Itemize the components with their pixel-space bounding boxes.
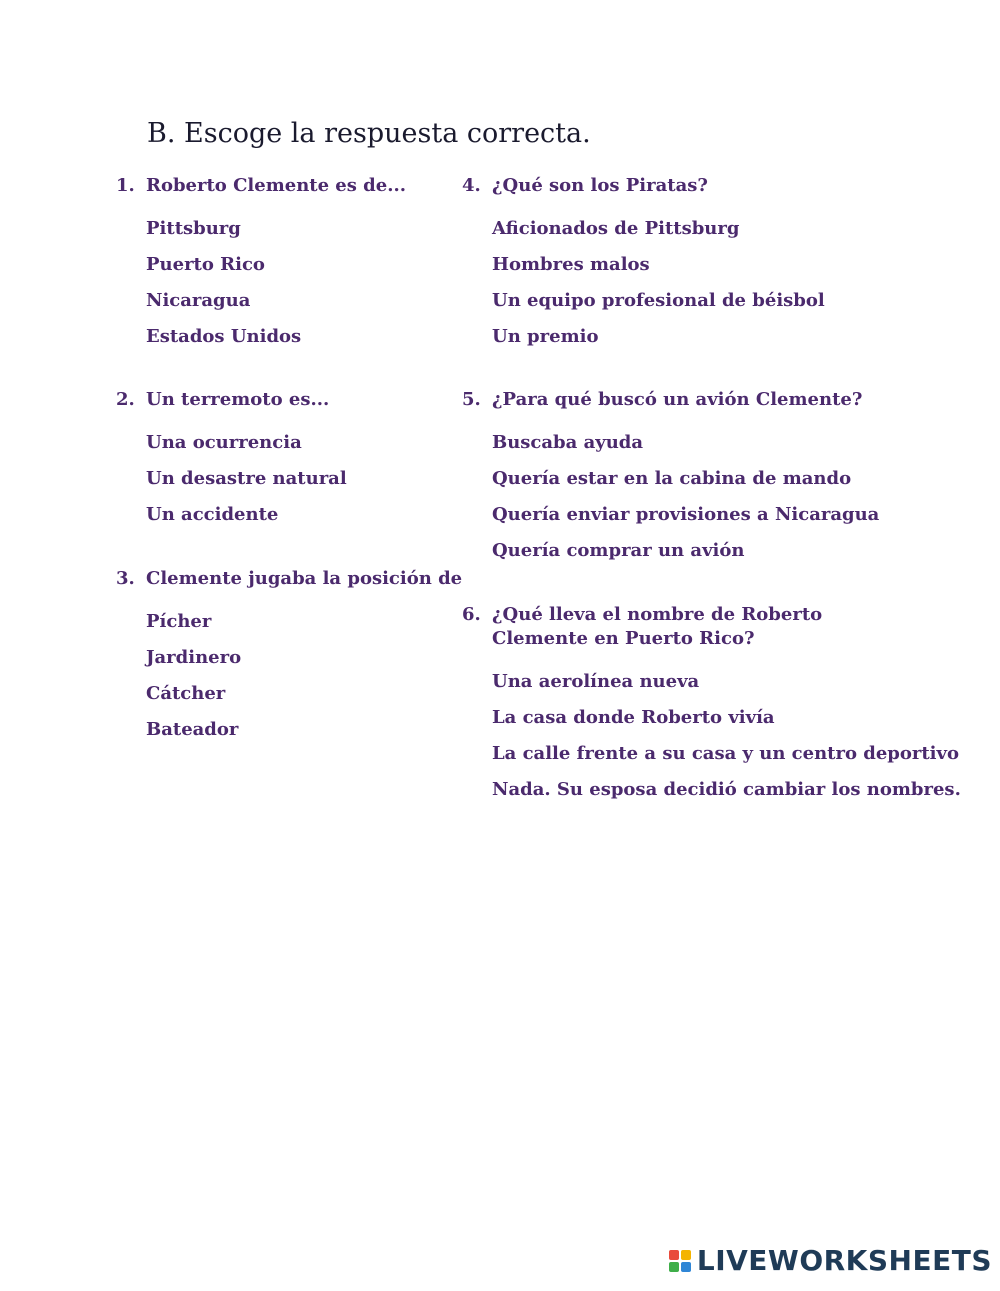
answer-option[interactable]: Quería estar en la cabina de mando (492, 468, 852, 489)
answer-option[interactable]: Pícher (146, 611, 212, 632)
answer-option[interactable]: Bateador (146, 719, 239, 740)
logo-text: LIVEWORKSHEETS (696, 1244, 992, 1277)
question-number: 6. (462, 604, 481, 625)
question-text: ¿Qué son los Piratas? (492, 175, 708, 196)
question-text: Un terremoto es... (146, 389, 330, 410)
answer-option[interactable]: Un premio (492, 326, 599, 347)
answer-option[interactable]: Una ocurrencia (146, 432, 302, 453)
question-6-prompt (462, 603, 902, 651)
logo-blocks-icon (669, 1250, 691, 1272)
question-text: ¿Para qué buscó un avión Clemente? (492, 389, 863, 410)
question-number: 5. (462, 389, 481, 410)
answer-option[interactable]: Nicaragua (146, 290, 251, 311)
answer-options (492, 217, 882, 349)
question-4 (462, 174, 882, 361)
worksheet-title: B. Escoge la respuesta correcta. (147, 118, 591, 149)
question-text: Roberto Clemente es de... (146, 175, 406, 196)
answer-options (492, 670, 961, 802)
answer-option[interactable]: Hombres malos (492, 254, 650, 275)
answer-option[interactable]: Puerto Rico (146, 254, 265, 275)
answer-option[interactable]: Un equipo profesional de béisbol (492, 290, 825, 311)
question-4-prompt (462, 174, 882, 198)
question-5-prompt (462, 388, 882, 412)
question-number: 2. (116, 389, 135, 410)
answer-options (492, 431, 882, 563)
logo-block (681, 1262, 691, 1272)
question-text: ¿Qué lleva el nombre de Roberto Clemente en Puerto Rico? (492, 604, 823, 649)
question-6 (462, 603, 961, 814)
answer-option[interactable]: Nada. Su esposa decidió cambiar los nombres. (492, 779, 961, 800)
logo-block (669, 1250, 679, 1260)
answer-option[interactable]: Una aerolínea nueva (492, 671, 700, 692)
question-5 (462, 388, 882, 575)
question-number: 3. (116, 568, 135, 589)
liveworksheets-logo[interactable] (669, 1244, 992, 1277)
logo-block (669, 1262, 679, 1272)
logo-block (681, 1250, 691, 1260)
answer-option[interactable]: Cátcher (146, 683, 226, 704)
question-number: 4. (462, 175, 481, 196)
answer-option[interactable]: Jardinero (146, 647, 242, 668)
answer-option[interactable]: La calle frente a su casa y un centro deportivo (492, 743, 959, 764)
answer-option[interactable]: Quería comprar un avión (492, 540, 745, 561)
answer-option[interactable]: Estados Unidos (146, 326, 302, 347)
question-text: Clemente jugaba la posición de (146, 568, 463, 589)
answer-option[interactable]: Un accidente (146, 504, 279, 525)
answer-option[interactable]: Pittsburg (146, 218, 241, 239)
answer-option[interactable]: Quería enviar provisiones a Nicaragua (492, 504, 880, 525)
answer-option[interactable]: Aficionados de Pittsburg (492, 218, 740, 239)
answer-option[interactable]: Un desastre natural (146, 468, 347, 489)
answer-option[interactable]: Buscaba ayuda (492, 432, 644, 453)
question-number: 1. (116, 175, 135, 196)
answer-option[interactable]: La casa donde Roberto vivía (492, 707, 775, 728)
